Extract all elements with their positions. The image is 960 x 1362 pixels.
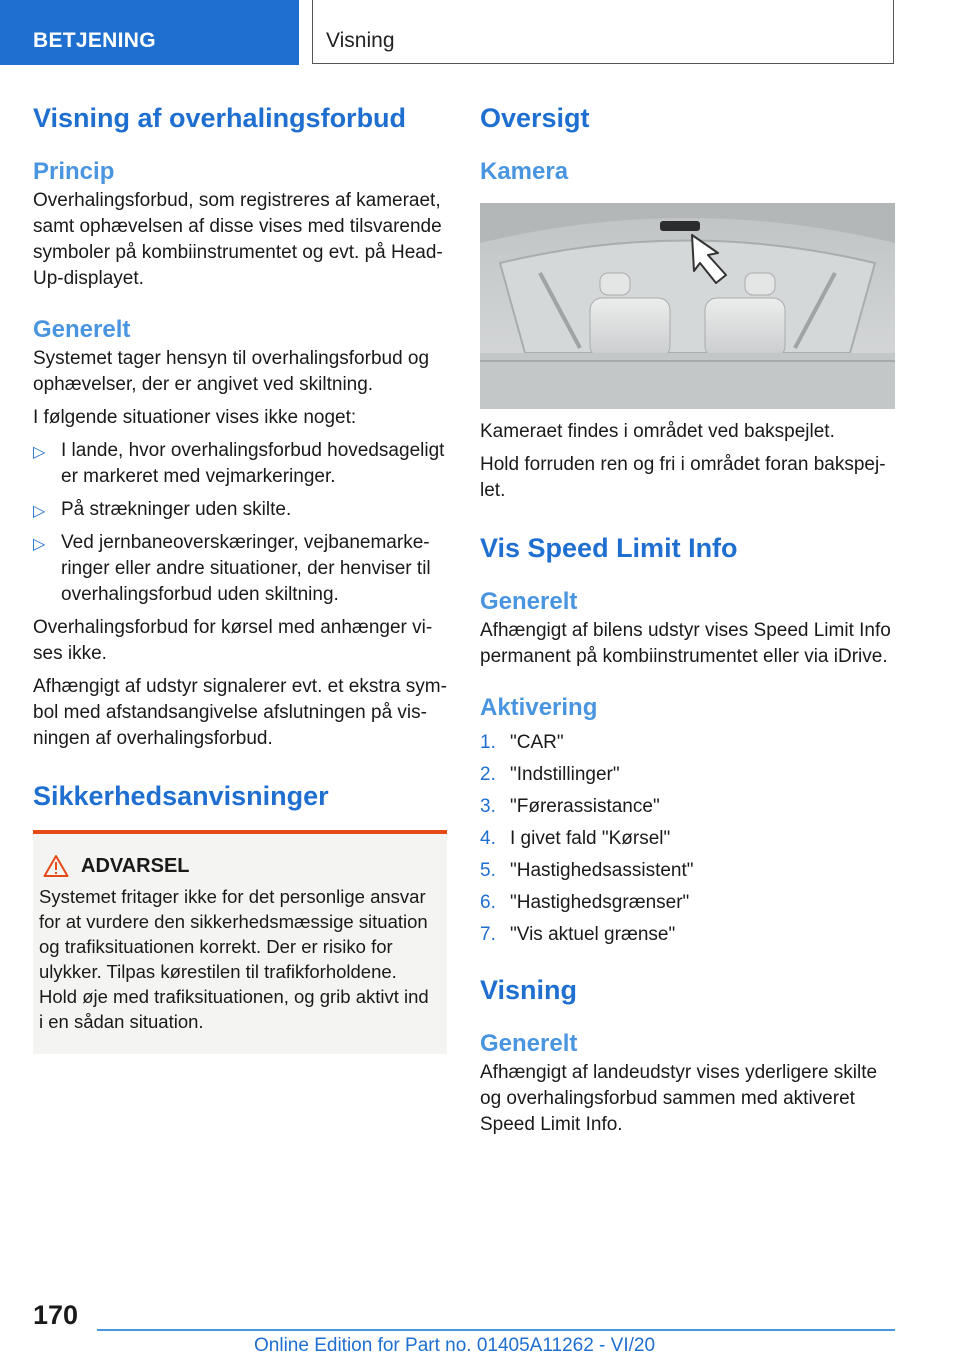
section-title: BETJENING bbox=[33, 29, 156, 52]
general-text-3: Overhalingsforbud for kørsel med anhænger vi-ses ikke. bbox=[33, 617, 433, 664]
footer-divider bbox=[97, 1329, 895, 1331]
right-column bbox=[480, 100, 895, 1138]
heading-display-general: Generelt bbox=[480, 1030, 578, 1057]
camera-text-2: Hold forruden ren og fri i området foran bakspej-let. bbox=[480, 454, 886, 501]
car-interior-illustration bbox=[480, 203, 895, 409]
heading-speed-limit-info: Vis Speed Limit Info bbox=[480, 533, 738, 563]
display-general-text: Afhængigt af landeudstyr vises yderligere skilte og overhalingsforbud sammen med aktiveret Speed Limit Info. bbox=[480, 1062, 878, 1135]
heading-general: Generelt bbox=[33, 316, 131, 343]
speed-general-text: Afhængigt af bilens udstyr vises Speed Limit Info permanent på kombiinstrumentet eller via iDrive. bbox=[480, 620, 891, 667]
triangle-bullet-icon: ▷ bbox=[33, 536, 46, 553]
list-item: 6. "Hastighedsgrænser" bbox=[480, 892, 690, 913]
list-item: ▷ Ved jernbaneoverskæringer, vejbanemarke-ringer eller andre situationer, der henviser til overhalingsforbud uden skiltning. bbox=[33, 532, 431, 605]
general-text-4: Afhængigt af udstyr signalerer evt. et ekstra sym-bol med afstandsangivelse afslutningen på vis-ningen af overhalingsforbud. bbox=[33, 676, 447, 749]
heading-speed-general: Generelt bbox=[480, 588, 578, 615]
list-item: 3. "Førerassistance" bbox=[480, 796, 660, 817]
general-text-1: Systemet tager hensyn til overhalingsforbud og ophævelser, der er angivet ved skiltning. bbox=[33, 348, 430, 395]
heading-overview: Oversigt bbox=[480, 103, 590, 133]
heading-safety: Sikkerhedsanvisninger bbox=[33, 781, 329, 811]
heading-principle: Princip bbox=[33, 158, 115, 185]
general-text-2: I følgende situationer vises ikke noget: bbox=[33, 407, 357, 428]
heading-overtaking-display: Visning af overhalingsforbud bbox=[33, 103, 407, 133]
list-item: 7. "Vis aktuel grænse" bbox=[480, 924, 676, 945]
warning-text: Systemet fritager ikke for det personlige ansvar for at vurdere den sikkerhedsmæssige situation og trafiksituationen korrekt. Der er risiko for ulykker. Tilpas kørestilen til trafikforholdene. Hold øje med trafiksituationen, og grib aktivt ind i en sådan situation. bbox=[39, 886, 429, 1032]
activation-steps bbox=[480, 730, 895, 948]
warning-box bbox=[33, 830, 447, 1054]
left-column bbox=[33, 100, 447, 1054]
warning-header bbox=[43, 854, 437, 878]
warning-title: ADVARSEL bbox=[81, 854, 190, 877]
list-item: ▷ I lande, hvor overhalingsforbud hovedsageligt er markeret med vejmarkeringer. bbox=[33, 440, 445, 487]
edition-info: Online Edition for Part no. 01405A11262 - VI/20 bbox=[254, 1335, 656, 1356]
topic-header bbox=[312, 0, 894, 64]
heading-activation: Aktivering bbox=[480, 694, 598, 721]
list-item: ▷ På strækninger uden skilte. bbox=[33, 497, 447, 523]
principle-text: Overhalingsforbud, som registreres af kameraet, samt ophævelsen af disse vises med tilsvarende symboler på kombiinstrumentet og evt. på Head-Up-displayet. bbox=[33, 190, 443, 289]
topic-title: Visning bbox=[326, 29, 395, 52]
camera-text-1: Kameraet findes i området ved bakspejlet. bbox=[480, 421, 835, 442]
list-item: 5. "Hastighedsassistent" bbox=[480, 860, 694, 881]
section-tab bbox=[0, 0, 299, 65]
triangle-bullet-icon: ▷ bbox=[33, 503, 46, 520]
page-number: 170 bbox=[33, 1300, 79, 1330]
camera-location-photo bbox=[480, 203, 895, 409]
list-item: 2. "Indstillinger" bbox=[480, 764, 620, 785]
triangle-bullet-icon: ▷ bbox=[33, 444, 46, 461]
situations-list bbox=[33, 438, 447, 608]
heading-display: Visning bbox=[480, 975, 578, 1005]
list-item: 1. "CAR" bbox=[480, 732, 564, 753]
heading-camera: Kamera bbox=[480, 158, 569, 185]
warning-triangle-icon bbox=[43, 854, 69, 878]
list-item: 4. I givet fald "Kørsel" bbox=[480, 828, 671, 849]
